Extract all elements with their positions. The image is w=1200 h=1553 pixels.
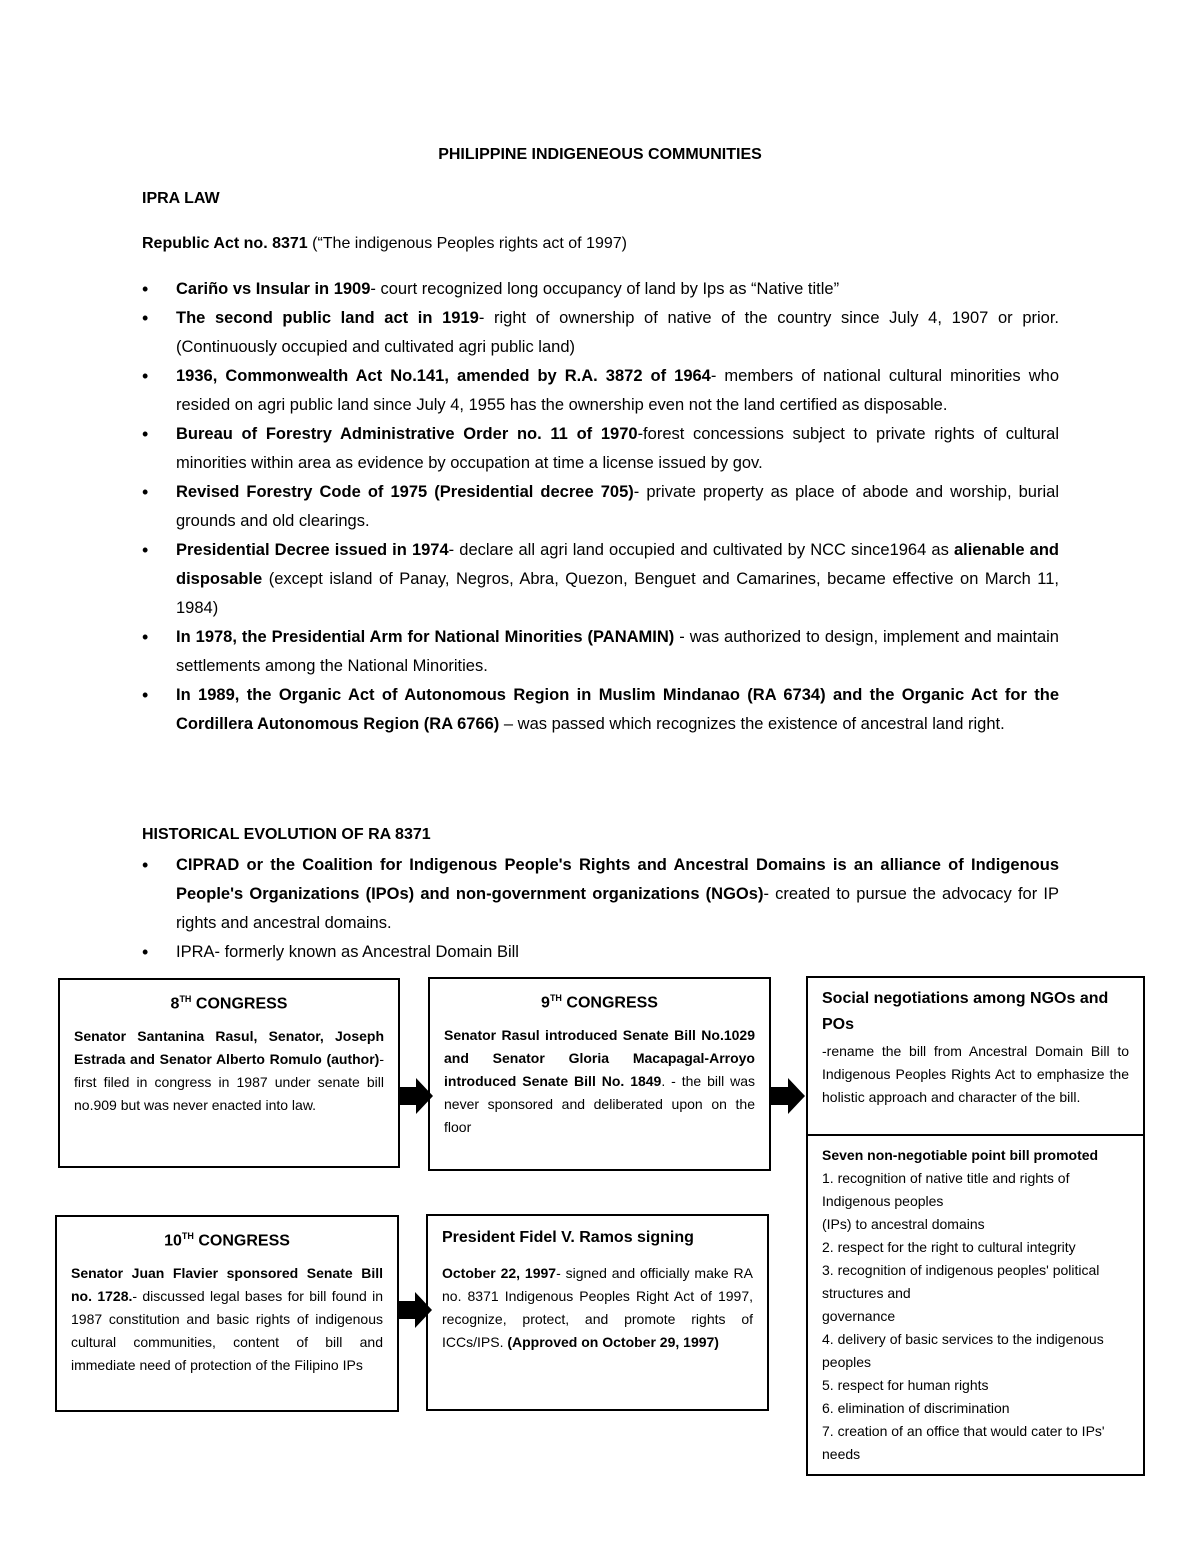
congress-9-text: [444, 1024, 755, 1139]
box-text: - first filed in congress in 1987 under senate bill no.909 but was never enacted into law.: [74, 1051, 384, 1114]
point-item: 7. creation of an office that would cater to IPs' needs: [822, 1423, 1105, 1462]
list-item: [142, 478, 1059, 536]
bullet-text: -forest concessions subject to private rights of cultural minorities within area as evidence by occupation at time a license issued by gov.: [176, 425, 1059, 472]
list-item: [142, 623, 1059, 681]
republic-act-bold: Republic Act no. 8371: [142, 235, 308, 252]
seven-points-box: [806, 1134, 1145, 1476]
point-item: governance: [822, 1308, 896, 1324]
bullet-text: - right of ownership of native of the country since July 4, 1907 or prior. (Continuously occupied and cultivated agri public land): [176, 309, 1059, 356]
congress-9-box: [428, 977, 771, 1171]
congress-10-box: [55, 1215, 399, 1412]
arrow-right-icon: [771, 1078, 805, 1114]
box-text: - signed and officially make RA no. 8371 Indigenous Peoples Right Act of 1997, recognize, protect, and promote rights of ICCs/IPS.: [442, 1265, 753, 1350]
box-text: - discussed legal bases for bill found in 1987 constitution and basic rights of indigenous cultural communities, content of bill and immediate need of protection of the Filipino IPs: [71, 1288, 384, 1374]
ramos-signing-box: [426, 1214, 769, 1411]
congress-word: CONGRESS: [193, 1232, 290, 1250]
bullet-text: - declare all agri land occupied and cultivated by NCC since1964 as: [448, 541, 954, 559]
list-item: [142, 420, 1059, 478]
bullet-text: - created to pursue the advocacy for IP rights and ancestral domains.: [176, 885, 1059, 932]
congress-8-title: [74, 988, 384, 1015]
historical-heading: HISTORICAL EVOLUTION OF RA 8371: [142, 826, 431, 843]
ramos-signing-text: [442, 1262, 753, 1354]
bullet-text: - members of national cultural minorities who resided on agri public land since July 4, 1955 has the ownership even not the land certified as disposable.: [176, 367, 1059, 414]
republic-act-rest: (“The indigenous Peoples rights act of 1997): [307, 235, 627, 252]
bullet-bold: 1936, Commonwealth Act No.141, amended by R.A. 3872 of 1964: [176, 367, 711, 385]
congress-sup: TH: [179, 994, 192, 1004]
bullet-bold: Presidential Decree issued in 1974: [176, 541, 449, 559]
congress-number: 10: [164, 1232, 182, 1250]
ipra-heading: IPRA LAW: [142, 190, 220, 207]
bullet-bold: Bureau of Forestry Administrative Order no. 11 of 1970: [176, 425, 638, 443]
point-item: (IPs) to ancestral domains: [822, 1216, 985, 1232]
bullet-text: – was passed which recognizes the existence of ancestral land right.: [499, 715, 1005, 733]
social-negotiations-text: -rename the bill from Ancestral Domain Bill to Indigenous Peoples Rights Act to emphasize the holistic approach and character of the bill.: [822, 1043, 1129, 1105]
bullet-text: IPRA- formerly known as Ancestral Domain Bill: [176, 943, 519, 961]
historical-bullet-list: [142, 851, 1059, 967]
page-title: PHILIPPINE INDIGENEOUS COMMUNITIES: [438, 146, 762, 163]
box-bold: (Approved on October 29, 1997): [507, 1334, 719, 1350]
congress-word: CONGRESS: [191, 995, 288, 1013]
point-item: 3. recognition of indigenous peoples' political structures and: [822, 1262, 1100, 1301]
congress-number: 9: [541, 994, 550, 1012]
congress-9-title: [444, 987, 755, 1014]
box-bold: October 22, 1997: [442, 1265, 557, 1281]
seven-points-title: Seven non-negotiable point bill promoted: [822, 1147, 1099, 1163]
congress-number: 8: [170, 995, 180, 1013]
list-item: [142, 362, 1059, 420]
point-item: 4. delivery of basic services to the indigenous peoples: [822, 1331, 1104, 1370]
bullet-bold: Cariño vs Insular in 1909: [176, 280, 371, 298]
bullet-text: - court recognized long occupancy of land by Ips as “Native title”: [370, 280, 840, 298]
bullet-bold: Revised Forestry Code of 1975 (Presidential decree 705): [176, 483, 634, 501]
list-item: [142, 681, 1059, 739]
bullet-bold: In 1978, the Presidential Arm for National Minorities (PANAMIN): [176, 628, 675, 646]
point-item: 6. elimination of discrimination: [822, 1400, 1010, 1416]
list-item: [142, 938, 1059, 967]
congress-8-box: [58, 978, 400, 1168]
congress-word: CONGRESS: [561, 994, 658, 1012]
social-negotiations-title: Social negotiations among NGOs and POs: [822, 990, 1109, 1033]
list-item: [142, 536, 1059, 623]
ramos-signing-title: President Fidel V. Ramos signing: [442, 1229, 694, 1246]
list-item: [142, 275, 1059, 304]
social-negotiations-box: [806, 976, 1145, 1136]
congress-10-text: [71, 1262, 383, 1377]
bullet-text: - private property as place of abode and worship, burial grounds and old clearings.: [176, 483, 1059, 530]
bullet-bold: CIPRAD or the Coalition for Indigenous People's Rights and Ancestral Domains is an alliance of Indigenous People's Organizations (IPOs) and non-government organizations (NGOs): [176, 856, 1059, 903]
box-bold: Senator Rasul introduced Senate Bill No.1029 and Senator Gloria Macapagal-Arroyo introduced Senate Bill No. 1849: [444, 1027, 755, 1090]
point-item: 5. respect for human rights: [822, 1377, 989, 1393]
box-bold: Senator Santanina Rasul, Senator, Joseph Estrada and Senator Alberto Romulo (author): [74, 1028, 384, 1068]
bullet-bold: The second public land act in 1919: [176, 309, 479, 327]
point-item: 2. respect for the right to cultural integrity: [822, 1239, 1076, 1255]
list-item: [142, 304, 1059, 362]
congress-sup: TH: [181, 1231, 194, 1241]
bullet-bold: alienable and disposable: [176, 541, 1059, 588]
congress-10-title: [71, 1225, 383, 1252]
congress-sup: TH: [549, 993, 562, 1003]
bullet-bold: In 1989, the Organic Act of Autonomous Region in Muslim Mindanao (RA 6734) and the Organic Act for the Cordillera Autonomous Region (RA 6766): [176, 686, 1059, 733]
box-bold: Senator Juan Flavier sponsored Senate Bill no. 1728.: [71, 1265, 383, 1305]
republic-act-line: [142, 235, 627, 253]
list-item: [142, 851, 1059, 938]
bullet-text: (except island of Panay, Negros, Abra, Quezon, Benguet and Camarines, became effective on March 11, 1984): [176, 570, 1059, 617]
ipra-bullet-list: [142, 275, 1059, 739]
point-item: 1. recognition of native title and rights of Indigenous peoples: [822, 1170, 1070, 1209]
box-text: . - the bill was never sponsored and deliberated upon on the floor: [444, 1073, 755, 1136]
bullet-text: - was authorized to design, implement and maintain settlements among the National Minorities.: [176, 628, 1059, 675]
congress-8-text: [74, 1025, 384, 1117]
